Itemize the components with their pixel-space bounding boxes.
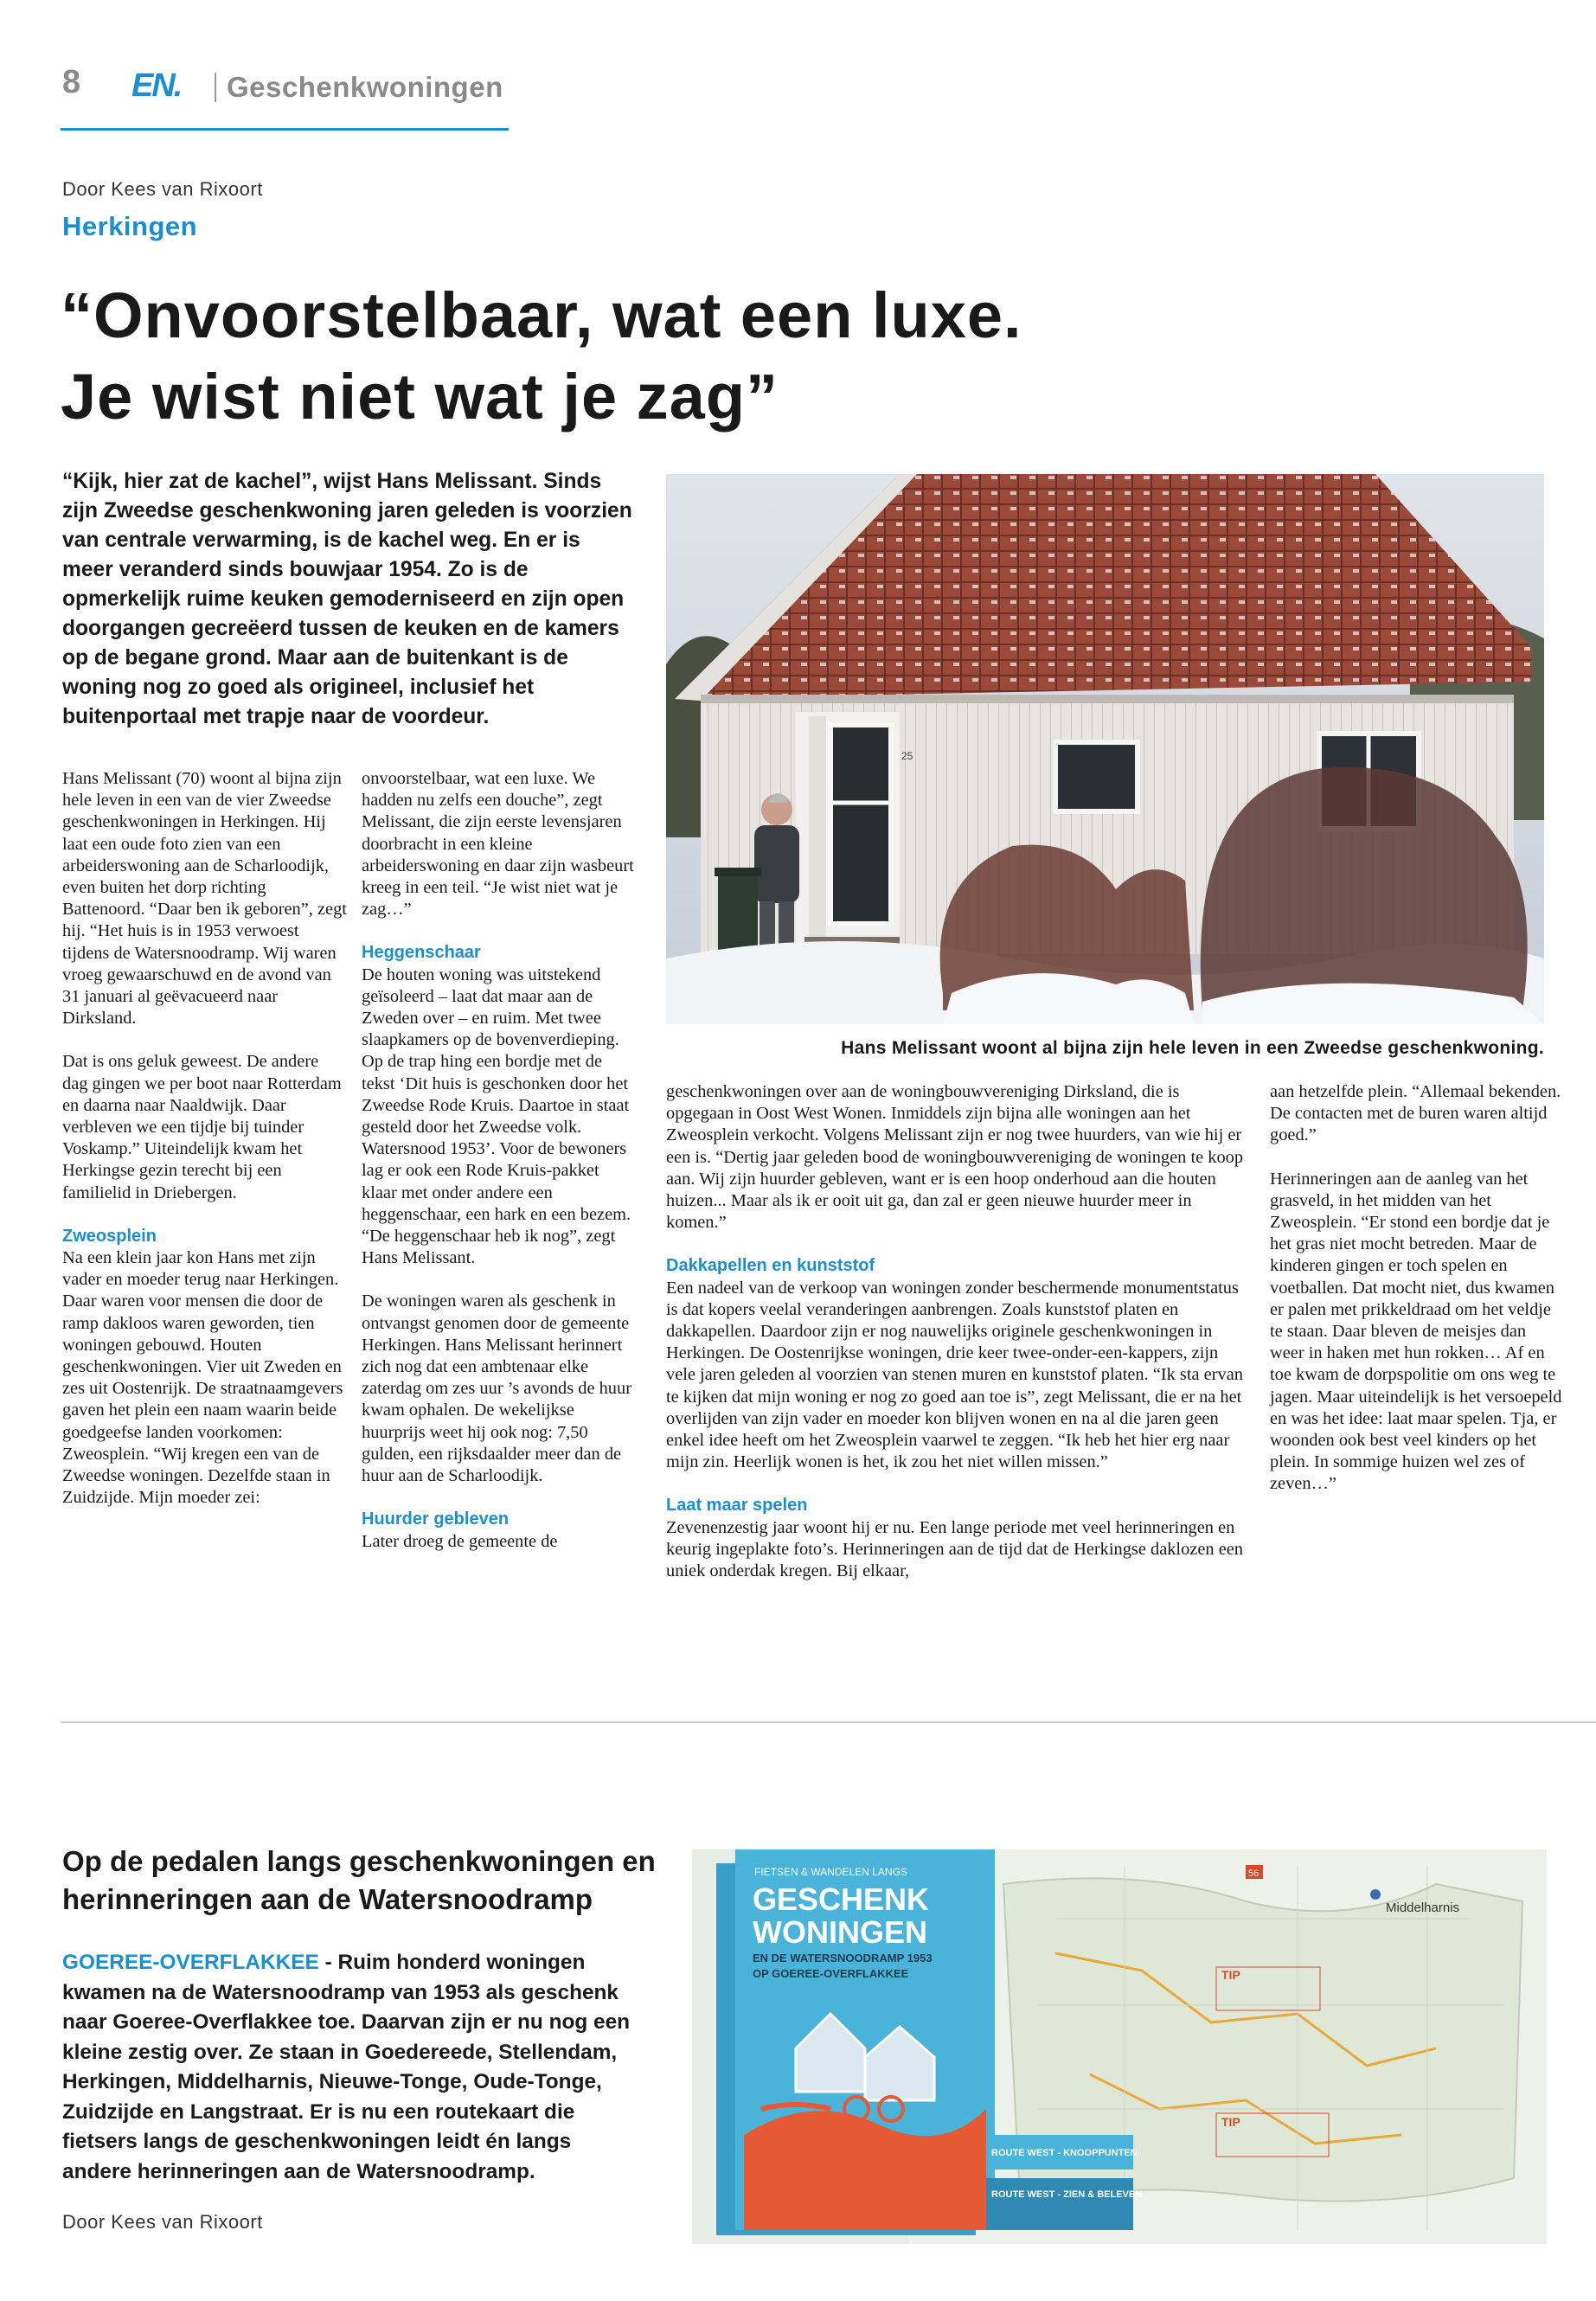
paragraph: De woningen waren als geschenk in ontvangst genomen door de gemeente Herkingen. Hans Melissant herinnert zich nog dat een ambtenaar elke zaterdag om zes uur ’s avonds de huur kwam ophalen. De wekelijkse huurprijs weet hij ook nog: 7,50 gulden, een rijksdaalder meer dan de huur aan de Scharloodijk.	[362, 1292, 631, 1486]
column-4	[1270, 1081, 1564, 1517]
page-number: 8	[62, 64, 81, 100]
cover-title-1: GESCHENK	[753, 1881, 930, 1917]
subheading-huurder: Huurder gebleven	[362, 1509, 510, 1529]
paragraph: Na een klein jaar kon Hans met zijn vader en moeder terug naar Herkingen. Daar waren voor mensen die door de ramp dakloos waren geworden, tien woningen gebouwd. Houten geschenkwoningen. Vier uit Zweden en zes uit Oostenrijk. De straatnaamgevers gaven het plein een naam waarin beide goedgeefse landen voorkomen: Zweosplein. “Wij kregen een van de Zweedse woningen. Dezelfde staan in Zuidzijde. Mijn moeder zei:	[62, 1248, 343, 1508]
headline-line-1: “Onvoorstelbaar, wat een luxe.	[61, 279, 1022, 351]
byline: Door Kees van Rixoort	[62, 178, 263, 200]
route-map-photo	[692, 1849, 1547, 2244]
section-separator	[61, 1721, 1596, 1723]
cover-subtitle-2: OP GOEREE-OVERFLAKKEE	[753, 1967, 909, 1980]
house-photo-illustration	[666, 474, 1544, 1024]
cover-top-text: FIETSEN & WANDELEN LANGS	[754, 1866, 907, 1878]
header-divider	[215, 73, 216, 102]
route-map-illustration	[692, 1849, 1547, 2244]
route-panel-1: ROUTE WEST - KNOOPPUNTEN	[991, 2148, 1138, 2158]
paragraph: geschenkwoningen over aan de woningbouwvereniging Dirksland, die is opgegaan in Oost West Wonen. Inmiddels zijn bijna alle woningen aan het Zweosplein verkocht. Volgens Melissant zijn er nog twee huurders, van wie hij er een is. “Dertig jaar geleden bood de woningbouwvereniging de woningen te koop aan. Wij zijn huurder gebleven, want er is een hoop onderhoud aan die houten huizen... Maar als ik er ooit uit ga, dan zal er geen nieuwe huurder meer in komen.”	[666, 1082, 1244, 1233]
box-body: - Ruim honderd woningen kwamen na de Watersnoodramp van 1953 als geschenk naar Goeree-Overflakkee toe. Daarvan zijn er nu nog een kleine zestig over. Ze staan in Goedereede, Stellendam, Herkingen, Middelharnis, Nieuwe-Tonge, Oude-Tonge, Zuidzijde en Langstraat. Er is nu een routekaart die fietsers langs de geschenkwoningen leidt én langs andere herinneringen aan de Watersnoodramp.	[62, 1951, 631, 2183]
section-title: Geschenkwoningen	[227, 71, 503, 103]
map-town-label: Middelharnis	[1386, 1900, 1460, 1915]
column-3	[666, 1081, 1246, 1604]
newspaper-logo: EN.	[131, 67, 182, 104]
subheading-zweosplein: Zweosplein	[62, 1226, 157, 1246]
house-number: 25	[901, 750, 913, 762]
header-rule	[61, 128, 509, 131]
subheading-dakkapellen: Dakkapellen en kunststof	[666, 1256, 875, 1276]
column-2	[362, 768, 638, 1574]
box-byline: Door Kees van Rixoort	[62, 2211, 263, 2233]
route-panel-2: ROUTE WEST - ZIEN & BELEVEN	[991, 2189, 1143, 2200]
headline-line-2: Je wist niet wat je zag”	[61, 361, 779, 433]
map-tip-1: TIP	[1221, 1968, 1240, 1982]
paragraph: De houten woning was uitstekend geïsoleerd – laat dat maar aan de Zweden over – en ruim. Met twee slaapkamers op de bovenverdieping. Op de trap hing een bordje met de tekst ‘Dit huis is geschonken door het Zweedse Rode Kruis. Daartoe in staat gesteld door het Zweedse volk. Watersnood 1953’. Voor de bewoners lag er ook een Rode Kruis-pakket klaar met onder andere een heggenschaar, een hark en een bezem. “De heggenschaar heb ik nog”, zegt Hans Melissant.	[362, 965, 631, 1268]
paragraph: Een nadeel van de verkoop van woningen zonder beschermende monumentstatus is dat kopers veelal veranderingen aanbrengen. Zoals kunststof platen en dakkapellen. Daardoor zijn er nog nauwelijks originele geschenkwoningen in Herkingen. De Oostenrijkse woningen, drie keer twee-onder-een-kappers, zijn vele jaren geleden al voorzien van stenen muren en kunststof platen. “Ik sta ervan te kijken dat mijn woning er nog zo goed aan toe is”, zegt Melissant, die er na het overlijden van zijn vader en moeder kon blijven wonen en na al die jaren geen enkel idee heeft om het Zweosplein vaarwel te zeggen. “Ik heb het hier erg naar mijn zin. Heerlijk wonen is het, ik zou het niet willen missen.”	[666, 1278, 1243, 1472]
box-title: Op de pedalen langs geschenkwoningen en herinneringen aan de Watersnoodramp	[62, 1845, 656, 1915]
column-1	[62, 768, 348, 1531]
house-photo	[666, 474, 1544, 1024]
paragraph: aan hetzelfde plein. “Allemaal bekenden. De contacten met de buren waren altijd goed.”	[1270, 1082, 1561, 1145]
paragraph: Hans Melissant (70) woont al bijna zijn hele leven in een van de vier Zweedse geschenkwoningen in Herkingen. Hij laat een oude foto zien van een arbeiderswoning aan de Scharloodijk, even buiten het dorp richting Battenoord. “Daar ben ik geboren”, zegt hij. “Het huis is in 1953 verwoest tijdens de Watersnoodramp. Wij waren vroeg gewaarschuwd en de avond van 31 januari al geëvacueerd naar Dirksland.	[62, 769, 347, 1029]
paragraph: Dat is ons geluk geweest. De andere dag gingen we per boot naar Rotterdam en daarna naar Naaldwijk. Daar verbleven we een tijdje bij tuinder Voskamp.” Uiteindelijk kwam het Herkingse gezin terecht bij een familielid in Driebergen.	[62, 1052, 342, 1202]
subheading-heggenschaar: Heggenschaar	[362, 943, 481, 963]
map-tip-2: TIP	[1221, 2115, 1240, 2129]
photo-caption: Hans Melissant woont al bijna zijn hele leven in een Zweedse geschenkwoning.	[841, 1038, 1544, 1058]
box-text	[62, 1948, 633, 2187]
dateline-location: Herkingen	[62, 211, 198, 241]
paragraph: Zevenenzestig jaar woont hij er nu. Een lange periode met veel herinneringen en keurig ingeplakte foto’s. Herinneringen aan de tijd dat de Herkingse daklozen een uniek onderdak kregen. Bij elkaar,	[666, 1517, 1243, 1581]
cover-title-2: WONINGEN	[753, 1914, 927, 1950]
intro-paragraph: “Kijk, hier zat de kachel”, wijst Hans Melissant. Sinds zijn Zweedse geschenkwoning jaren geleden is voorzien van centrale verwarming, is de kachel weg. En er is meer veranderd sinds bouwjaar 1954. Zo is de opmerkelijk ruime keuken gemoderniseerd en zijn open doorgangen gecreëerd tussen de keuken en de kamers op de begane grond. Maar aan de buitenkant is de woning nog zo goed als origineel, inclusief het buitenportaal met trapje naar de voordeur.	[62, 470, 632, 728]
map-badge: 56	[1248, 1868, 1259, 1879]
subheading-laat-maar-spelen: Laat maar spelen	[666, 1496, 808, 1516]
paragraph: Later droeg de gemeente de	[362, 1531, 558, 1551]
box-dateline: GOEREE-OVERFLAKKEE	[62, 1951, 319, 1974]
paragraph: Herinneringen aan de aanleg van het grasveld, in het midden van het Zweosplein. “Er stond een bordje dat je het gras niet mocht betreden. Maar de kinderen gingen er toch spelen en voetballen. Dat mocht niet, dus kwamen er palen met prikkeldraad om het veldje te staan. Daar bleven de meisjes dan weer in haken met hun rokken… Af en toe kwam de dorpspolitie om ons weg te jagen. Maar uiteindelijk is het versoepeld en was het idee: laat maar spelen. Tja, er woonden ook best veel kinders op het plein. In sommige huizen wel zes of zeven…”	[1270, 1169, 1562, 1494]
cover-subtitle-1: EN DE WATERSNOODRAMP 1953	[753, 1952, 933, 1965]
paragraph: onvoorstelbaar, wat een luxe. We hadden nu zelfs een douche”, zegt Melissant, die zijn eerste levensjaren doorbracht in een kleine arbeiderswoning en daar zijn wasbeurt kreeg in een teil. “Je wist niet wat je zag…”	[362, 769, 634, 920]
